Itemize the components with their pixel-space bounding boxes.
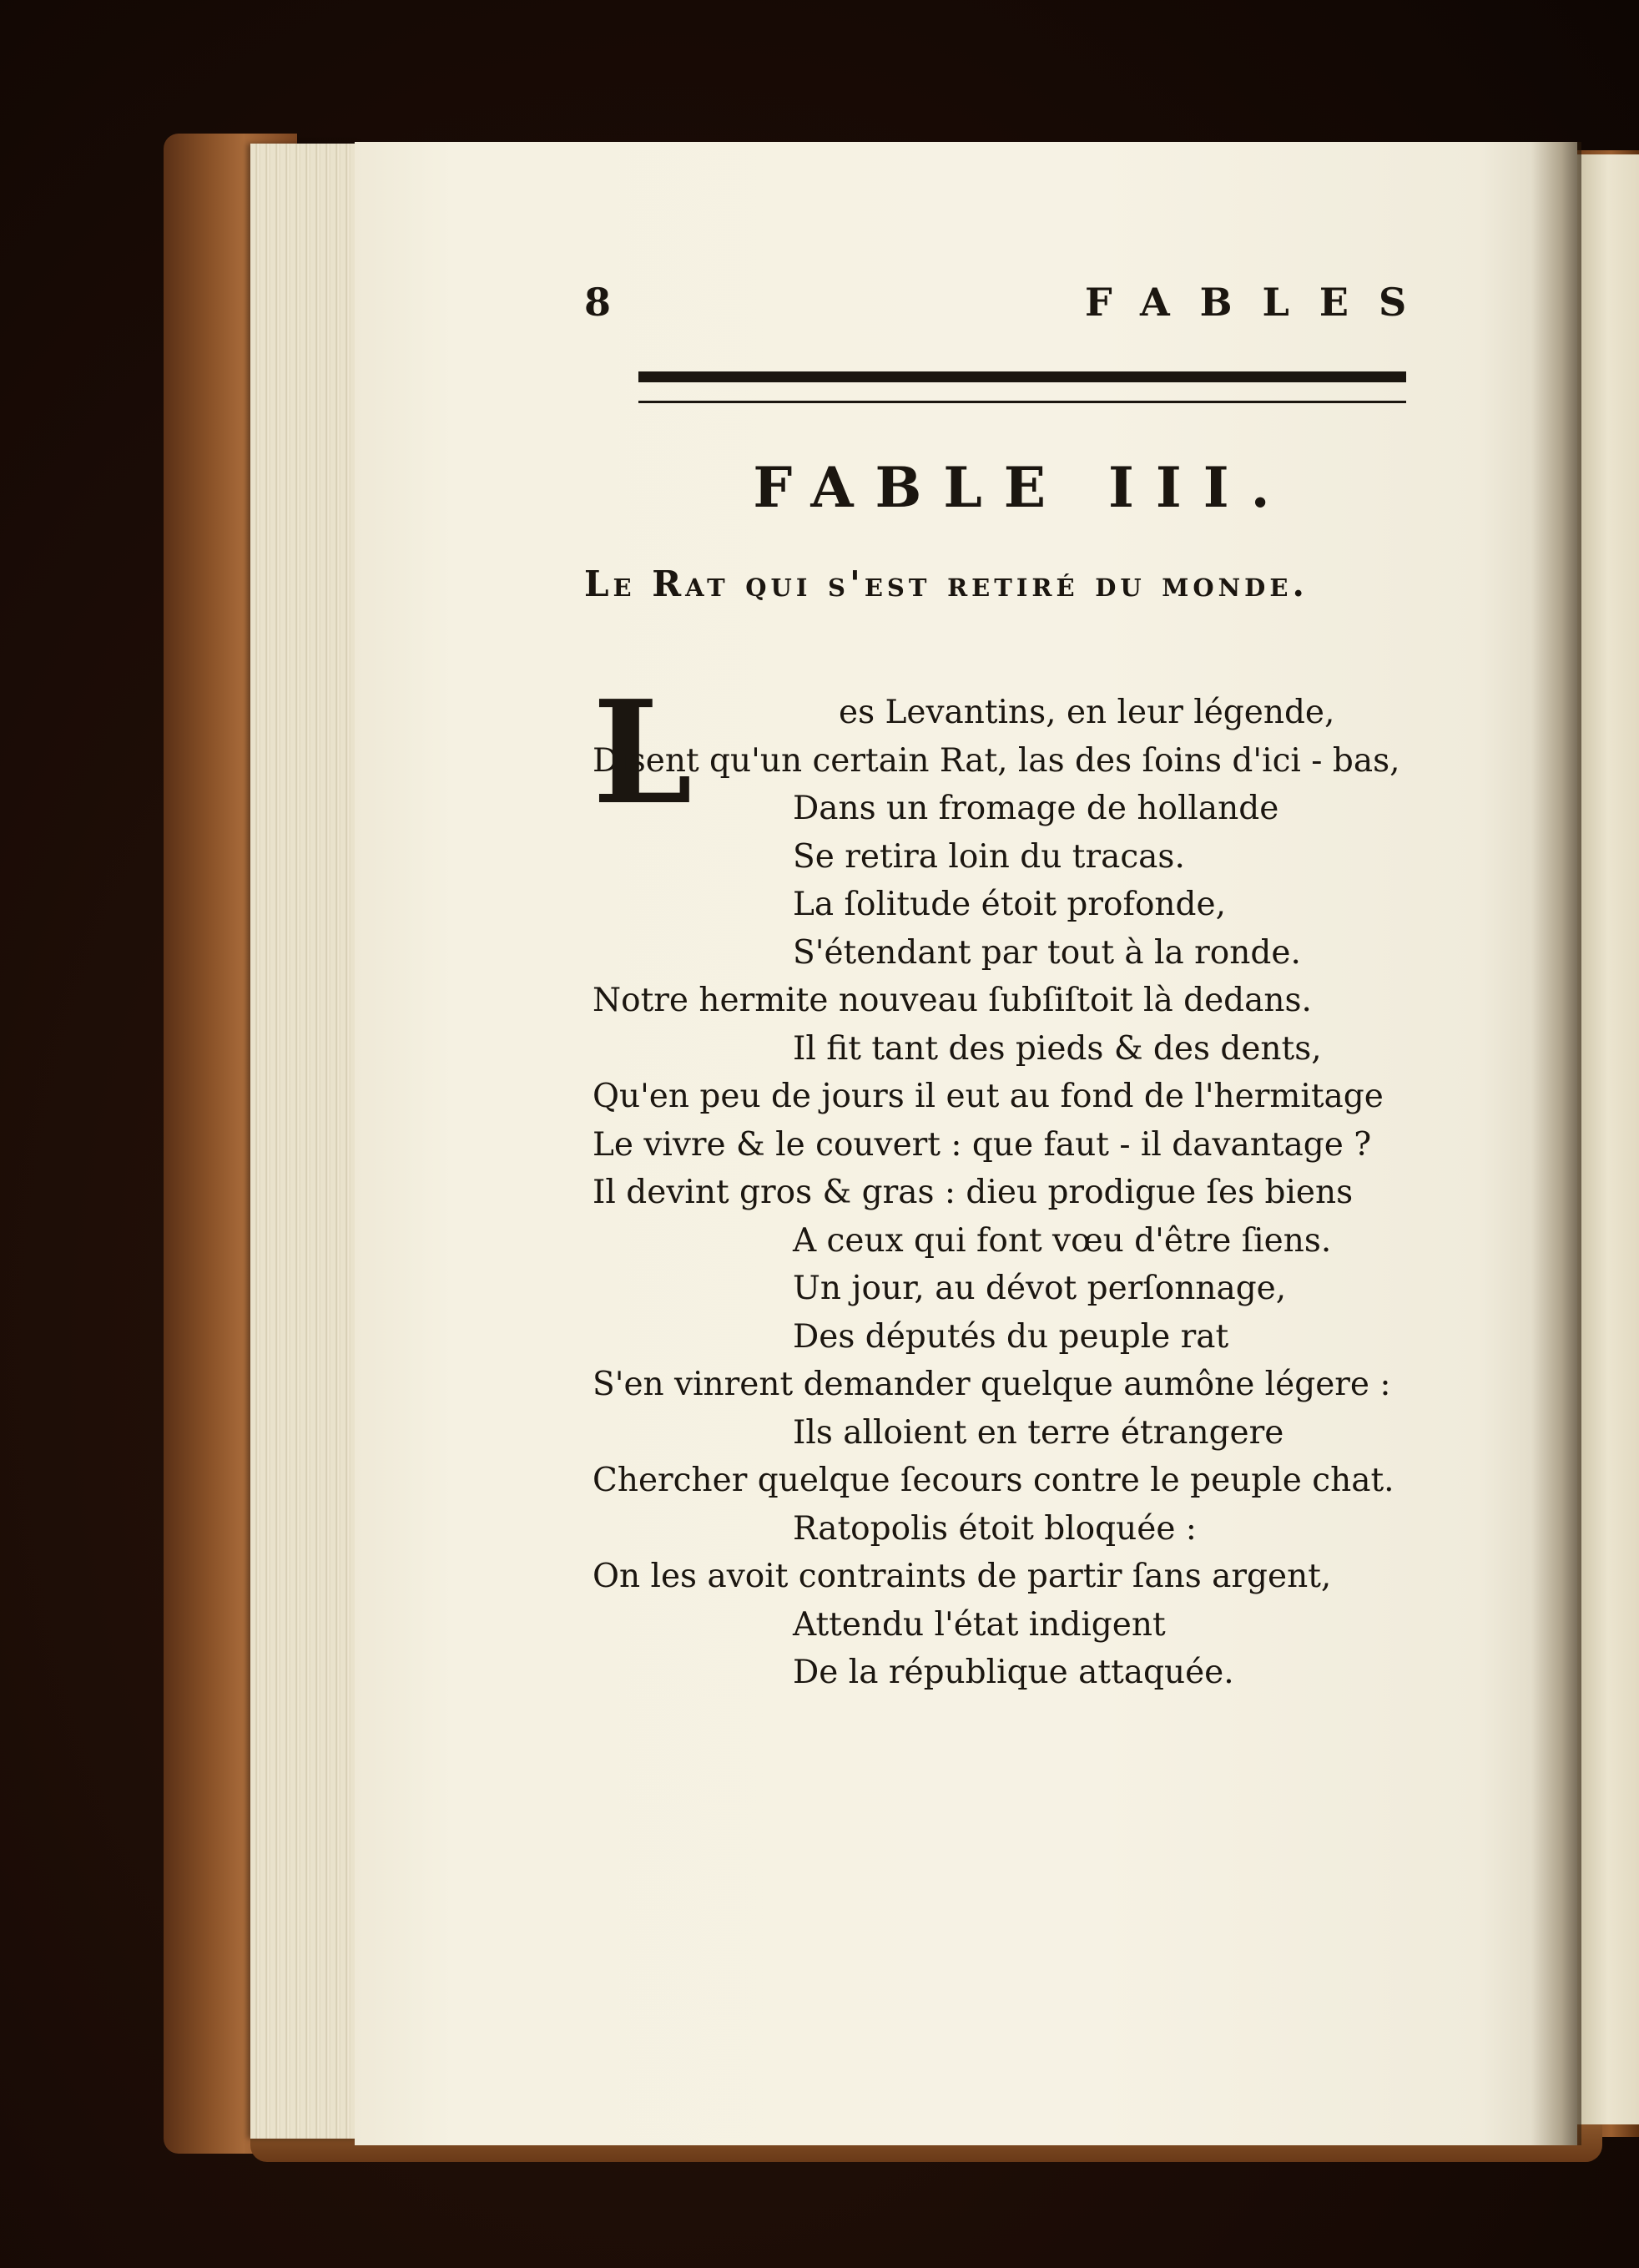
poem-line: Des députés du peuple rat <box>793 1317 1229 1356</box>
poem-line: A ceux qui font vœu d'être ſiens. <box>793 1221 1332 1260</box>
poem-line: Ratopolis étoit bloquée : <box>793 1509 1197 1548</box>
poem <box>593 669 1485 1697</box>
fable-subtitle: Le Rat qui s'est retiré du monde. <box>584 563 1309 604</box>
poem-line: Notre hermite nouveau ſubſiſtoit là dedans. <box>593 982 1312 1019</box>
page-number: 8 <box>584 280 612 325</box>
poem-line: Ils alloient en terre étrangere <box>793 1413 1284 1452</box>
page-header <box>584 280 1639 338</box>
ornamental-rule-thin <box>638 401 1406 403</box>
poem-line-text: es Levantins, en leur légende, <box>839 694 1335 731</box>
poem-line: Disent qu'un certain Rat, las des ſoins d'ici - bas, <box>593 741 1400 780</box>
poem-line: On les avoit contraints de partir ſans argent, <box>593 1558 1332 1595</box>
drop-cap: L <box>593 669 693 836</box>
poem-line: Qu'en peu de jours il eut au fond de l'hermitage <box>593 1078 1384 1115</box>
poem-line: Il fit tant des pieds & des dents, <box>793 1029 1322 1068</box>
facing-page-edge <box>1577 154 1639 2124</box>
poem-line: La ſolitude étoit profonde, <box>793 886 1226 923</box>
poem-line: Chercher quelque ſecours contre le peuple chat. <box>593 1462 1394 1499</box>
poem-line: Se retira loin du tracas. <box>793 837 1185 876</box>
poem-line: S'étendant par tout à la ronde. <box>793 933 1301 972</box>
poem-line: De la république attaquée. <box>793 1654 1234 1691</box>
page-edges <box>250 144 361 2139</box>
poem-line: Attendu l'état indigent <box>793 1605 1166 1644</box>
fable-title: FABLE III. <box>753 455 1292 520</box>
poem-line: Un jour, au dévot perſonnage, <box>793 1270 1287 1307</box>
ornamental-rule-thick <box>638 371 1406 382</box>
poem-line: Dans un fromage de hollande <box>793 790 1279 827</box>
poem-line: Il devint gros & gras : dieu prodigue ſes biens <box>593 1174 1354 1211</box>
running-head: FABLES <box>1085 280 1437 325</box>
poem-line: S'en vinrent demander quelque aumône légere : <box>593 1366 1391 1403</box>
page-content <box>355 142 1577 2145</box>
poem-line: Le vivre & le couvert : que faut - il davantage ? <box>593 1125 1372 1164</box>
